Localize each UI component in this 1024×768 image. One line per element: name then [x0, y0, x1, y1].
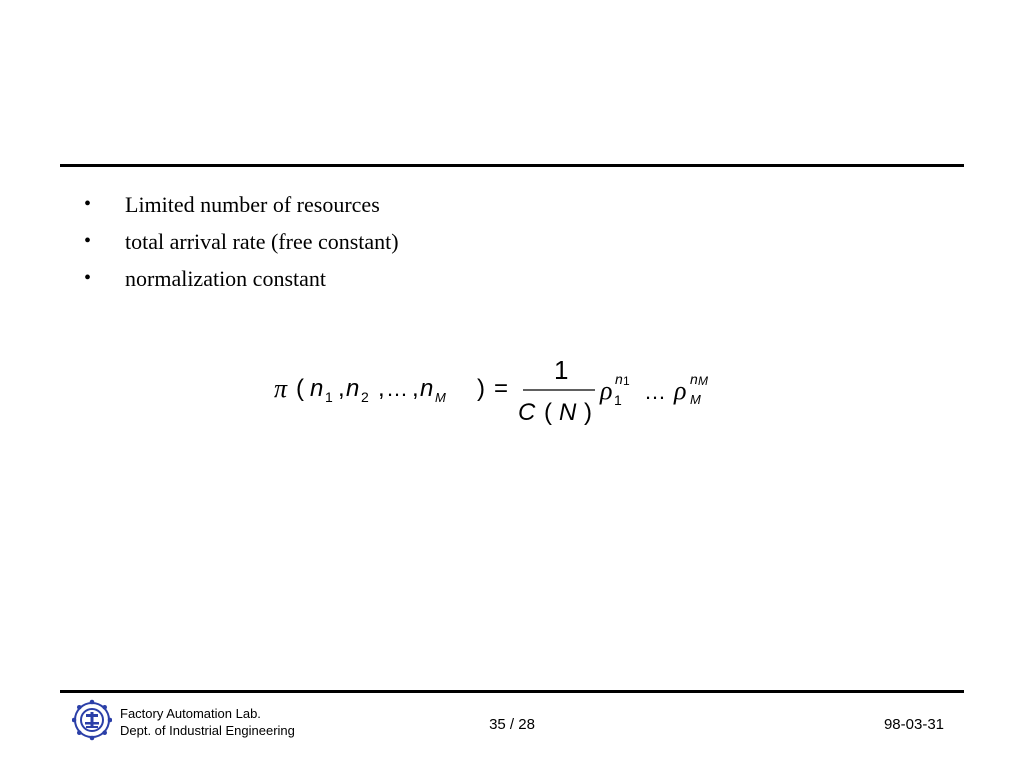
nM-subscript: M — [435, 390, 446, 405]
n2-subscript: 2 — [361, 389, 369, 405]
comma-3: , — [412, 375, 419, 402]
bullet-list — [84, 186, 399, 297]
university-seal-icon — [72, 699, 112, 741]
header-rule — [60, 164, 964, 167]
n1-var: n — [310, 375, 324, 402]
rho-M: ρ — [674, 376, 687, 405]
close-paren-2: ) — [584, 399, 592, 426]
equation-svg — [272, 345, 732, 435]
ellipsis-2: … — [644, 379, 666, 404]
rho1-exponent-sub: 1 — [623, 374, 630, 388]
product-form-equation — [272, 345, 732, 435]
equals-sign: = — [494, 375, 509, 402]
footer-department: Dept. of Industrial Engineering — [120, 723, 295, 738]
N-var: N — [559, 399, 577, 426]
fraction-numerator: 1 — [554, 355, 569, 385]
rhoM-exponent-n: n — [690, 371, 698, 387]
rho1-exponent-n: n — [615, 371, 623, 387]
bullet-item — [84, 223, 399, 260]
rho-1: ρ — [600, 376, 613, 405]
nM-var: n — [420, 375, 434, 402]
bullet-icon: • — [84, 267, 92, 289]
n2-var: n — [346, 375, 360, 402]
comma-1: , — [338, 375, 345, 402]
close-paren: ) — [477, 375, 485, 402]
ellipsis-1: … — [386, 376, 408, 401]
C-var: C — [518, 399, 536, 426]
n1-subscript: 1 — [325, 389, 333, 405]
pi-symbol: π — [274, 374, 288, 403]
footer-lab-info — [120, 705, 295, 739]
rhoM-subscript: M — [690, 392, 701, 407]
footer-rule — [60, 690, 964, 693]
comma-2: , — [378, 375, 385, 402]
open-paren-2: ( — [544, 399, 552, 426]
bullet-text: normalization constant — [125, 266, 326, 291]
bullet-text: Limited number of resources — [125, 192, 380, 217]
rhoM-exponent-sub: M — [698, 374, 708, 388]
open-paren: ( — [296, 375, 304, 402]
bullet-text: total arrival rate (free constant) — [125, 229, 399, 254]
bullet-icon: • — [84, 193, 92, 215]
bullet-item — [84, 260, 399, 297]
slide-date: 98-03-31 — [883, 716, 944, 733]
rho1-subscript: 1 — [614, 392, 622, 408]
page-number: 35 / 28 — [489, 716, 535, 733]
bullet-item — [84, 186, 399, 223]
bullet-icon: • — [84, 230, 92, 252]
footer-lab-name: Factory Automation Lab. — [120, 706, 261, 721]
